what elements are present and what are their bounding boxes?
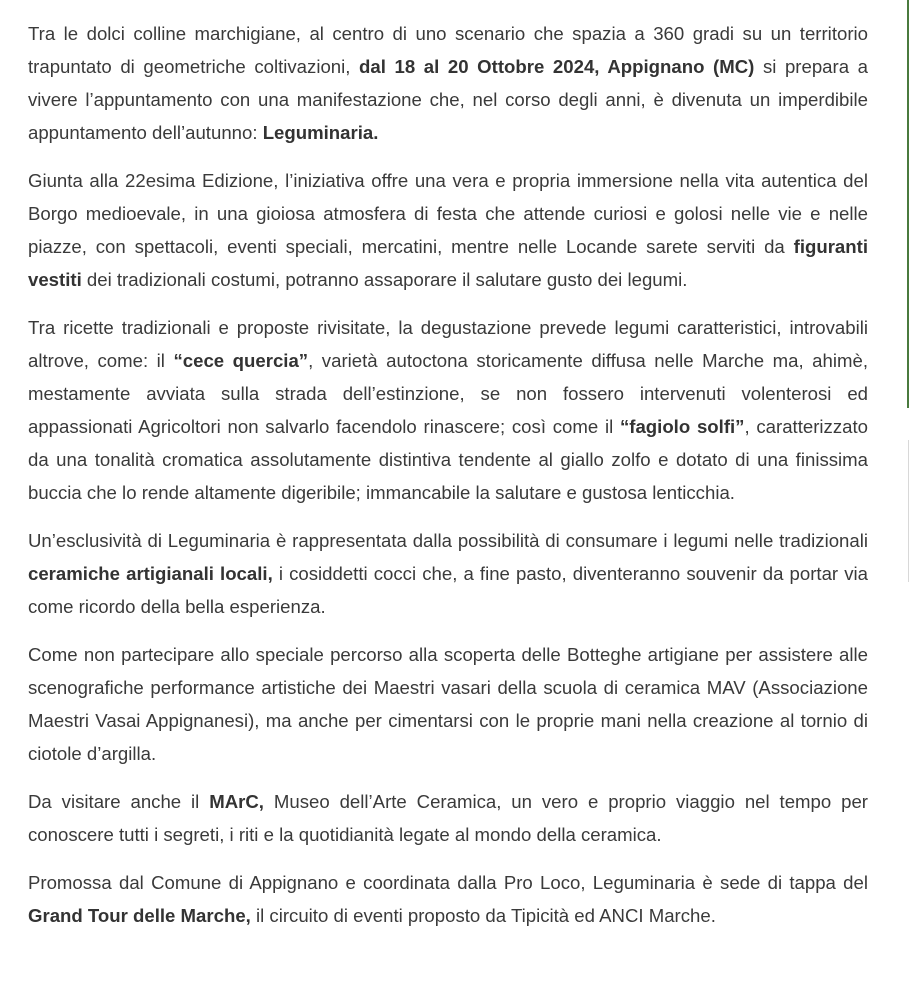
text-segment: Promossa dal Comune di Appignano e coordinata dalla Pro Loco, Leguminaria è sede di tappa del [28, 872, 868, 893]
text-segment: Museo dell’Arte Ceramica, un vero e proprio viaggio nel tempo per conoscere tutti i segreti, i riti e la quotidianità legate al mondo della ceramica. [28, 791, 868, 845]
paragraph-edition [28, 164, 868, 296]
bold-grand-tour: Grand Tour delle Marche, [28, 905, 251, 926]
paragraph-legumes [28, 311, 868, 509]
bold-fagiolo-solfi: “fagiolo solfi” [619, 416, 745, 437]
text-segment: Da visitare anche il [28, 791, 210, 812]
text-segment: si prepara a vivere l’appuntamento con una manifestazione che, nel corso degli anni, è divenuta un imperdibile appuntamento dell’autunno: [28, 56, 868, 143]
text-segment: Tra ricette tradizionali e proposte rivisitate, la degustazione prevede legumi caratteristici, introvabili altrove, come: il [28, 317, 868, 371]
bold-ceramiche: ceramiche artigianali locali, [28, 563, 273, 584]
paragraph-museum [28, 785, 868, 851]
text-segment: i cosiddetti cocci che, a fine pasto, diventeranno souvenir da portar via come ricordo della bella esperienza. [28, 563, 868, 617]
text-segment: Come non partecipare allo speciale percorso alla scoperta delle Botteghe artigiane per assistere alle scenografiche performance artistiche dei Maestri vasari della scuola di ceramica MAV (Associazione Maestri Vasai Appignanesi), ma anche per cimentarsi con le proprie mani nella creazione al tornio di ciotole d’argilla. [28, 644, 868, 764]
text-segment: Un’esclusività di Leguminaria è rappresentata dalla possibilità di consumare i legumi nelle tradizionali [28, 530, 868, 551]
paragraph-intro [28, 17, 868, 149]
text-segment: il circuito di eventi proposto da Tipicità ed ANCI Marche. [250, 905, 716, 926]
text-segment: Giunta alla 22esima Edizione, l’iniziativa offre una vera e propria immersione nella vita autentica del Borgo medioevale, in una gioiosa atmosfera di festa che attende curiosi e golosi nelle vie e nelle piazze, con spettacoli, eventi speciali, mercatini, mentre nelle Locande sarete serviti da [28, 170, 868, 257]
sidebar-accent-line [907, 0, 909, 408]
bold-figuranti: figuranti vestiti [28, 236, 868, 290]
paragraph-promotion [28, 866, 868, 932]
text-segment: , varietà autoctona storicamente diffusa nelle Marche ma, ahimè, mestamente avviata sulla strada dell’estinzione, se non fossero intervenuti volenterosi ed appassionati Agricoltori non salvarlo facendolo rinascere; così come il [28, 350, 868, 437]
bold-marc: MArC, [209, 791, 264, 812]
paragraph-ceramics [28, 524, 868, 623]
text-segment: Tra le dolci colline marchigiane, al centro di uno scenario che spazia a 360 gradi su un territorio trapuntato di geometriche coltivazioni, [28, 23, 868, 77]
paragraph-workshops [28, 638, 868, 770]
text-segment: dei tradizionali costumi, potranno assaporare il salutare gusto dei legumi. [81, 269, 688, 290]
bold-cece-quercia: “cece quercia” [173, 350, 309, 371]
article-body [28, 17, 868, 932]
sidebar-divider-line [908, 440, 909, 582]
text-segment: , caratterizzato da una tonalità cromatica assolutamente distintiva tendente al giallo zolfo e dotato di una finissima buccia che lo rende altamente digeribile; immancabile la salutare e gustosa lenticchia. [28, 416, 868, 503]
bold-dates-location: dal 18 al 20 Ottobre 2024, Appignano (MC) [359, 56, 755, 77]
bold-event-name: Leguminaria. [262, 122, 379, 143]
